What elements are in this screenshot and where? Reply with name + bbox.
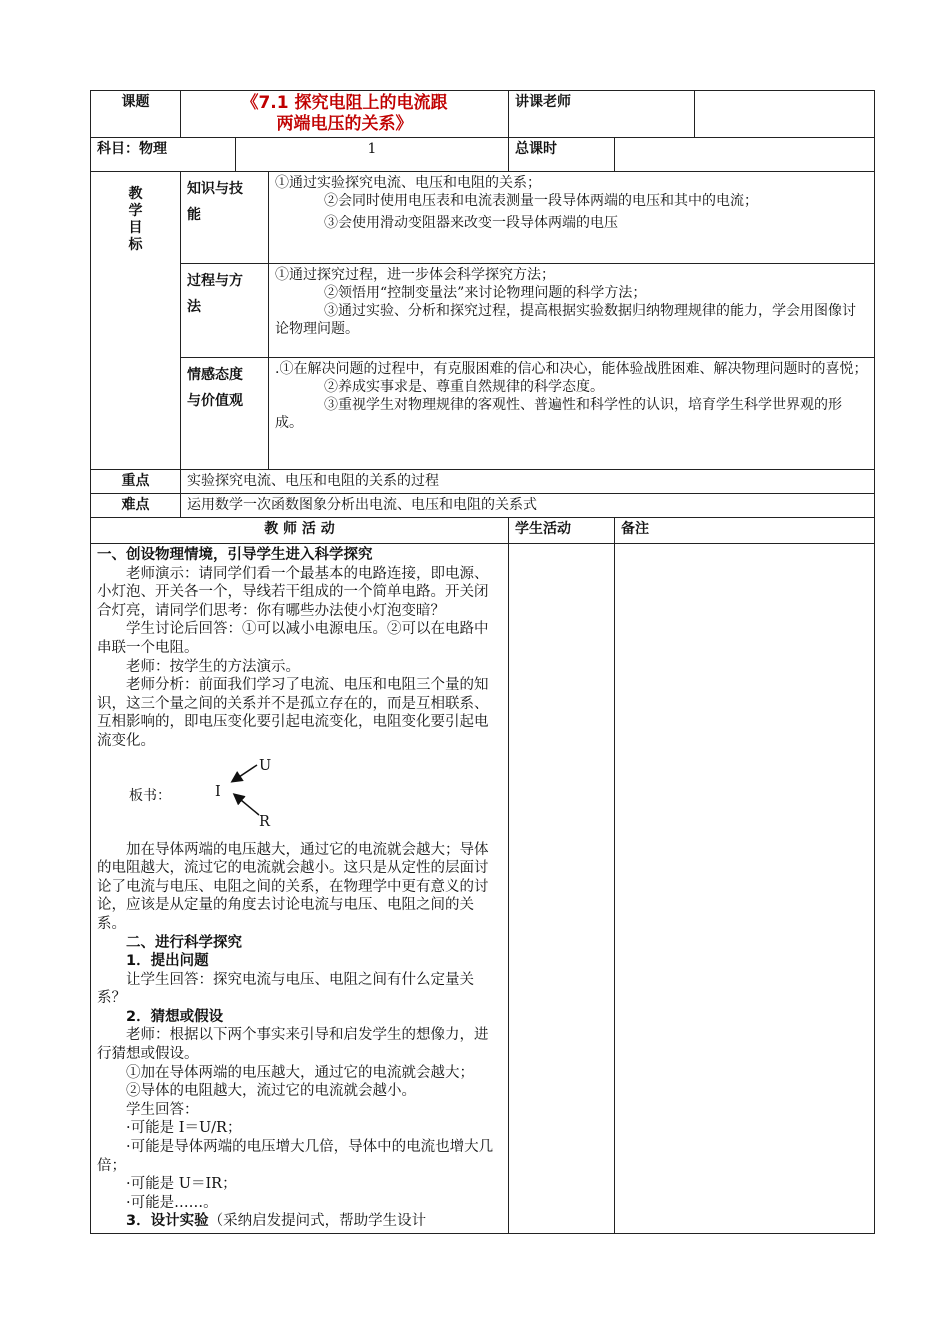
note-header: 备注 [615,518,875,544]
topic-title-line2: 两端电压的关系》 [276,114,413,134]
diagram-voltage-label: U [259,757,272,774]
key-point-label: 重点 [91,470,181,494]
bullet-item: ·可能是 I＝U/R； [126,1120,242,1137]
paragraph: 老师演示：请同学们看一个最基本的电路连接，即电源、小灯泡、开关各一个，导线若干组成的一个简单电路。开关闭合灯亮，请同学们思考：你有哪些办法使小灯泡变暗？ [97,565,489,619]
teacher-activity-header: 教 师 活 动 [91,518,509,544]
step-3-line [97,1212,502,1231]
board-diagram [97,757,502,835]
bullet-item: ·可能是导体两端的电压增大几倍，导体中的电流也增大几倍； [97,1139,494,1174]
paragraph: 让学生回答：探究电流与电压、电阻之间有什么定量关系？ [97,971,474,1007]
knowledge-skills-label: 知识与技 能 [181,172,269,264]
section-2-title: 二、进行科学探究 [126,934,242,951]
paragraph: 加在导体两端的电压越大，通过它的电流就会越大；导体的电阻越大，流过它的电流就会越小。这只是从定性的层面讨论了电流与电压、电阻之间的关系，在物理学中更有意义的讨论，应该是从定量的角度去讨论电流与电压、电阻之间的关系。 [97,841,489,932]
topic-title-line1: 《7.1 探究电阻上的电流跟 [241,93,448,113]
key-point-text: 实验探究电流、电压和电阻的关系的过程 [181,470,875,494]
step-3-title: 3．设计实验 [126,1213,209,1230]
total-periods-value [615,138,875,172]
paragraph: 学生讨论后回答：①可以减小电源电压。②可以在电路中串联一个电阻。 [97,621,489,656]
student-activity-content [509,544,615,1234]
total-periods-label: 总课时 [509,138,615,172]
diagram-resistance-label: R [259,813,270,830]
step-1-title: 1．提出问题 [126,953,209,970]
paragraph: 学生回答： [126,1101,199,1118]
teacher-value [695,91,875,138]
paragraph: 老师：按学生的方法演示。 [126,658,300,675]
knowledge-skills-text: ①通过实验探究电流、电压和电阻的关系； ②会同时使用电压表和电流表测量一段导体两端的电压和其中的电流； ③会使用滑动变阻器来改变一段导体两端的电压 [269,172,875,264]
arrow-u-to-i [233,765,257,781]
arrow-r-to-i [235,795,259,815]
board-label: 板书： [129,787,171,804]
subject-label: 科目：物理 [91,138,236,172]
step-3-text: （采纳启发提问式，帮助学生设计 [208,1213,427,1230]
teaching-goals-label: 教 学 目 标 [91,172,181,470]
section-1-title: 一、创设物理情境，引导学生进入科学探究 [97,547,373,563]
note-content [615,544,875,1234]
paragraph: 老师：根据以下两个事实来引导和启发学生的想像力，进行猜想或假设。 [97,1027,489,1063]
paragraph: 老师分析：前面我们学习了电流、电压和电阻三个量的知识，这三个量之间的关系并不是孤立存在的，而是互相联系、互相影响的，即电压变化要引起电流变化，电阻变化要引起电流变化。 [97,677,489,749]
bullet-item: ·可能是 U＝IR； [126,1176,237,1193]
process-method-label: 过程与方 法 [181,264,269,358]
paragraph: ②导体的电阻越大，流过它的电流就会越小。 [126,1083,416,1100]
bullet-item: ·可能是……。 [126,1194,218,1211]
attitude-values-label: 情感态度 与价值观 [181,358,269,470]
lesson-plan-table [90,90,875,1234]
teacher-activity-content [91,544,509,1234]
topic-title [181,91,509,138]
lesson-plan [90,90,868,1234]
process-method-text: ①通过探究过程，进一步体会科学探究方法； ②领悟用“控制变量法”来讨论物理问题的科学方法； ③通过实验、分析和探究过程，提高根据实验数据归纳物理规律的能力，学会用图像讨论物理问题。 [269,264,875,358]
topic-label: 课题 [91,91,181,138]
difficulty-text: 运用数学一次函数图象分析出电流、电压和电阻的关系式 [181,494,875,518]
arrow-diagram [97,757,297,835]
teacher-label: 讲课老师 [509,91,695,138]
period-value: 1 [236,138,509,172]
step-2-title: 2．猜想或假设 [126,1008,224,1025]
attitude-values-text: .①在解决问题的过程中，有克服困难的信心和决心，能体验战胜困难、解决物理问题时的喜悦； ②养成实事求是、尊重自然规律的科学态度。 ③重视学生对物理规律的客观性、普遍性和科学性的认识，培育学生科学世界观的形成。 [269,358,875,470]
paragraph: ①加在导体两端的电压越大，通过它的电流就会越大； [126,1064,474,1081]
diagram-current-label: I [215,783,221,800]
difficulty-label: 难点 [91,494,181,518]
student-activity-header: 学生活动 [509,518,615,544]
